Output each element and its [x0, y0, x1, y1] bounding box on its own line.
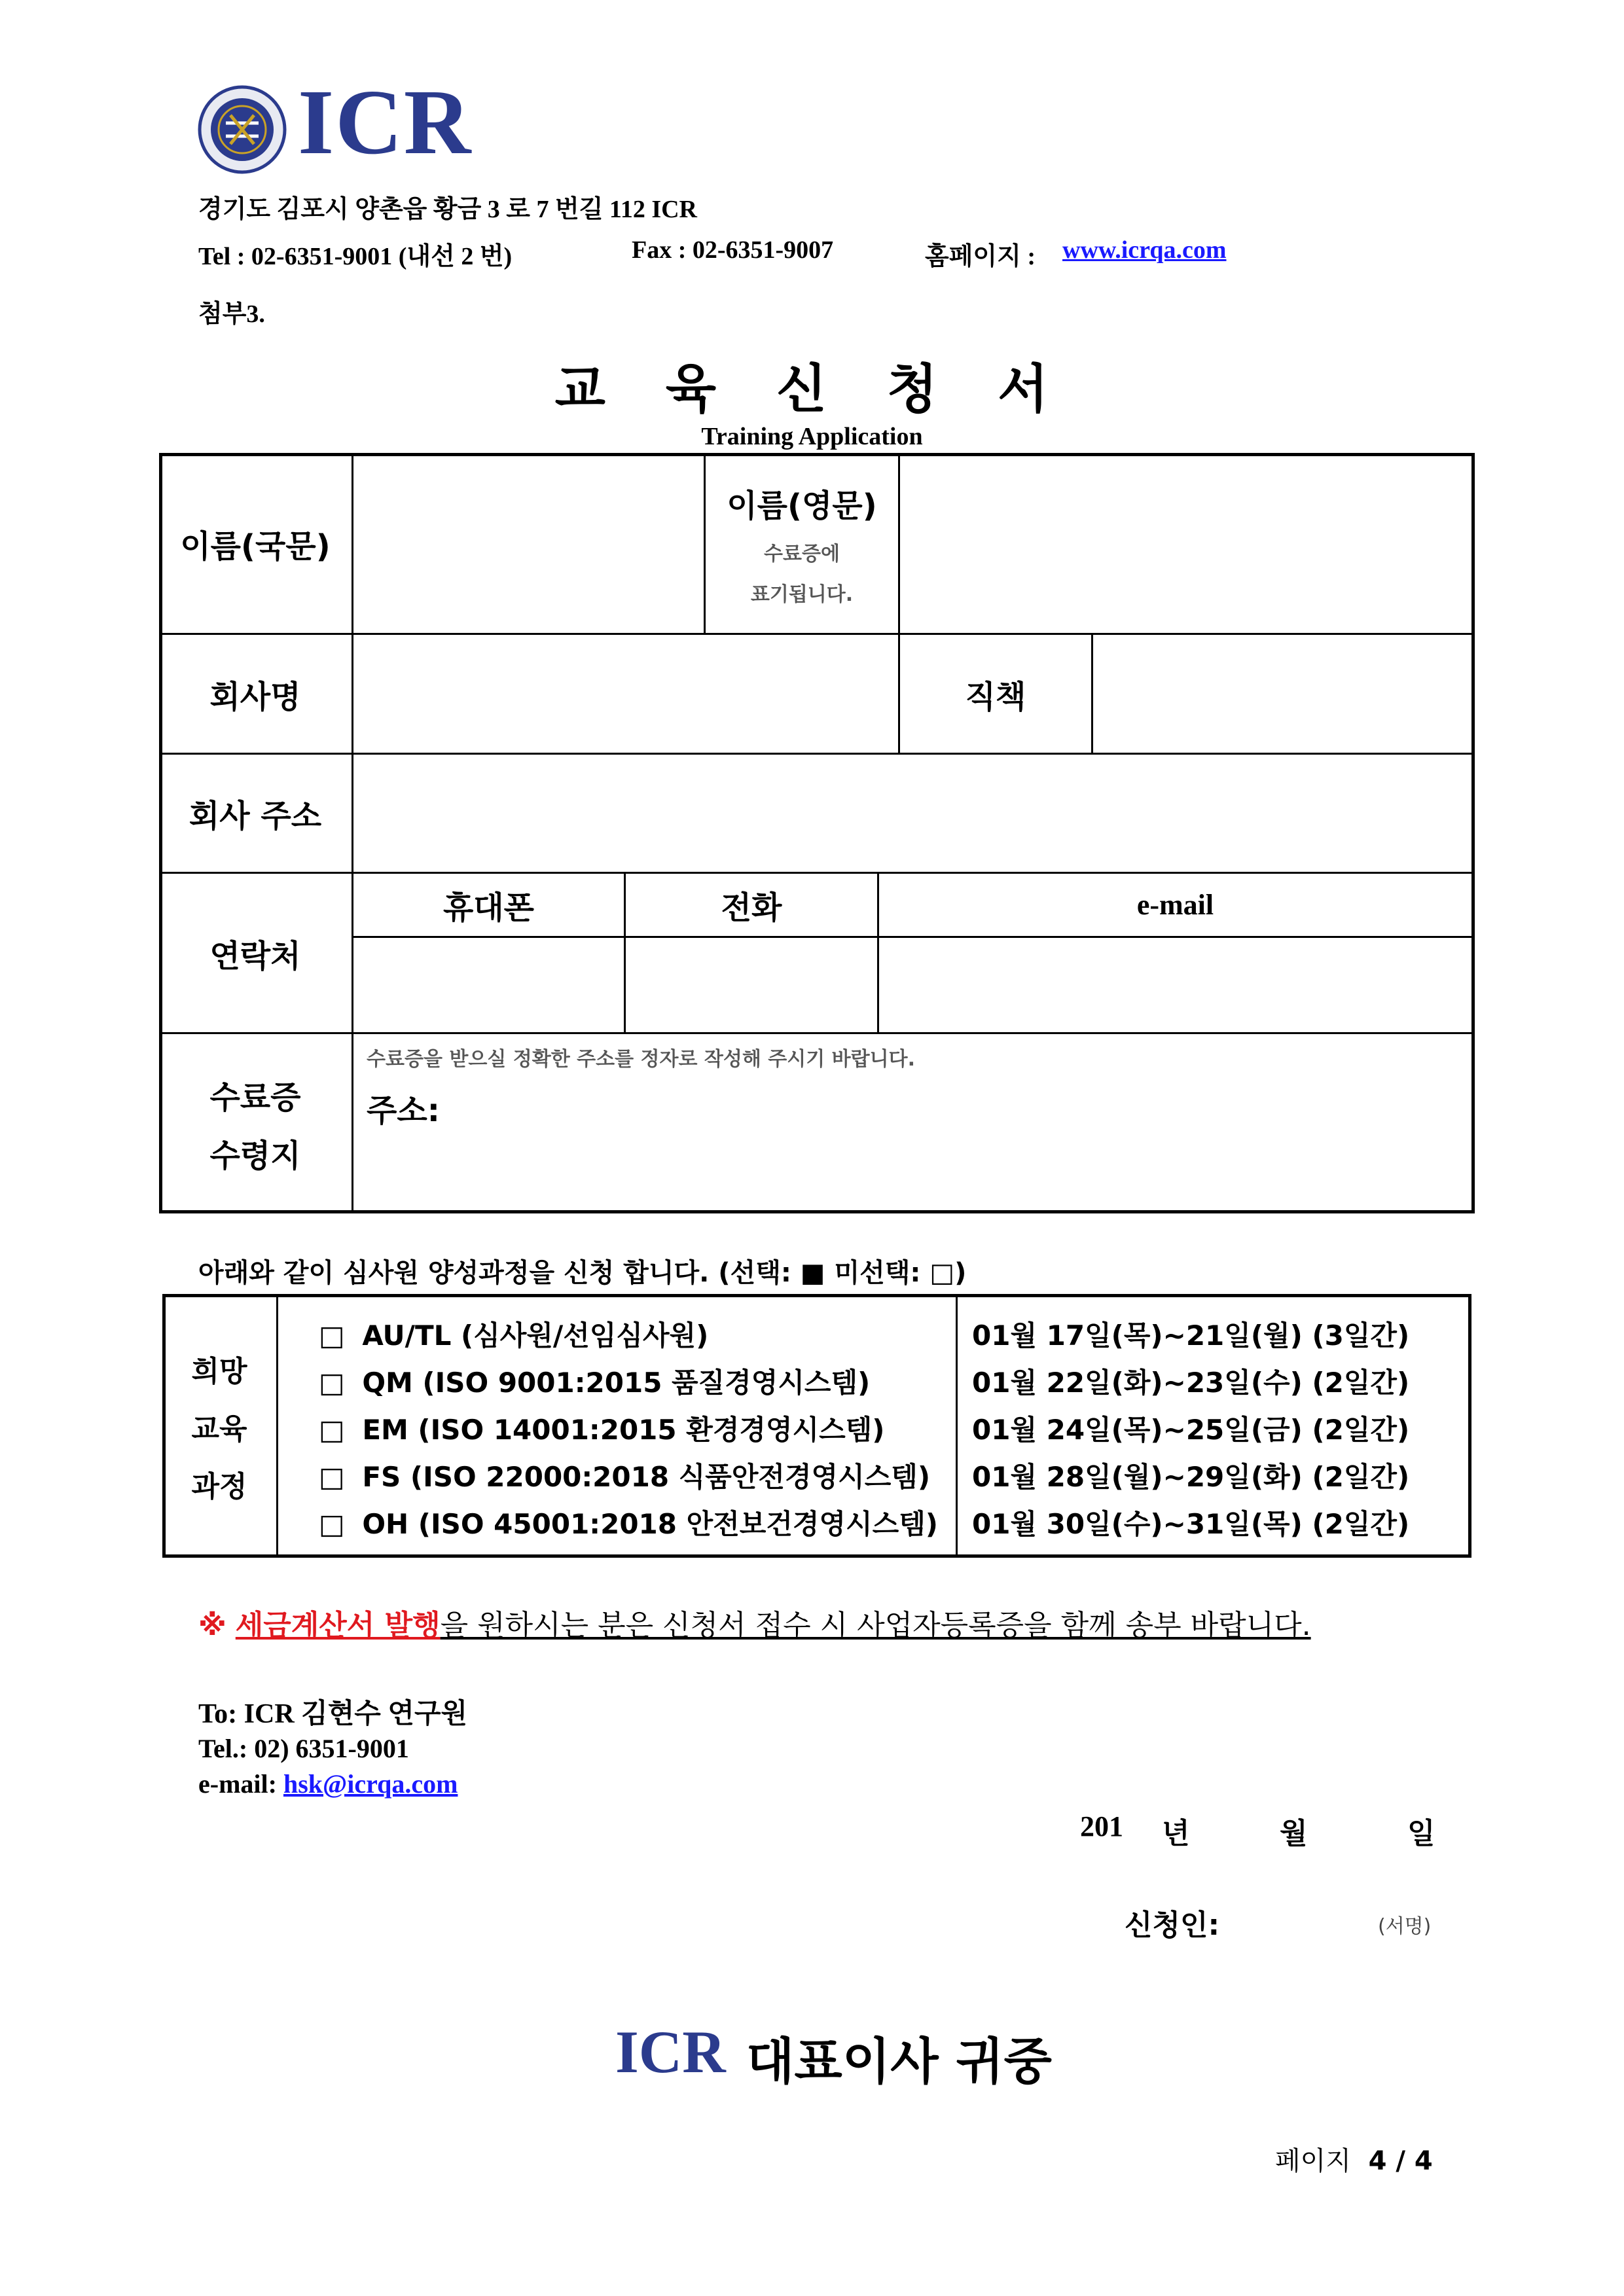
- homepage-label: 홈페이지 :: [925, 243, 1036, 270]
- course-item[interactable]: [319, 1456, 930, 1495]
- homepage-link[interactable]: www.icrqa.com: [1062, 236, 1227, 264]
- course-name: EM (ISO 14001:2015 환경경영시스템): [362, 1414, 885, 1446]
- course-label-3: 과정: [191, 1469, 247, 1503]
- mobile-field[interactable]: [353, 938, 624, 1032]
- cert-address-label: 주소:: [367, 1092, 440, 1129]
- course-item[interactable]: [319, 1503, 938, 1542]
- cert-label-1: 수료증: [209, 1079, 301, 1116]
- footer-logo: ICR: [615, 2018, 726, 2085]
- year-prefix: 201: [1080, 1810, 1123, 1842]
- page-title: 교 육 신 청 서: [554, 359, 1070, 420]
- course-checkbox[interactable]: □: [319, 1461, 345, 1493]
- cert-address-field[interactable]: [367, 1126, 1466, 1204]
- recipient-email-label: e-mail:: [198, 1769, 277, 1799]
- company-address: 경기도 김포시 양촌읍 황금 3 로 7 번길 112 ICR: [198, 196, 697, 223]
- course-date: 01월 30일(수)~31일(목) (2일간): [972, 1508, 1410, 1540]
- attachment-label: 첨부3.: [198, 300, 265, 328]
- name-en-hint-2: 표기됩니다.: [750, 583, 854, 606]
- course-date: 01월 24일(목)~25일(금) (2일간): [972, 1414, 1410, 1446]
- recipient-tel: Tel.: 02) 6351-9001: [198, 1734, 409, 1763]
- cert-label-cell: [159, 1034, 352, 1213]
- signature-label: (서명): [1378, 1915, 1432, 1938]
- homepage-link-wrap: [1062, 236, 1227, 264]
- course-date: 01월 22일(화)~23일(수) (2일간): [972, 1367, 1410, 1399]
- course-label-2: 교육: [191, 1412, 247, 1446]
- course-name: AU/TL (심사원/선임심사원): [362, 1319, 709, 1352]
- notice-highlight: 세금계산서 발행: [235, 1609, 441, 1642]
- company-address-field[interactable]: [353, 755, 1471, 872]
- recipient-line: To: ICR 김현수 연구원: [198, 1699, 468, 1729]
- course-label-cell: [162, 1294, 276, 1558]
- company-name-label: 회사명: [209, 678, 301, 715]
- company-name-field[interactable]: [353, 635, 898, 753]
- page-number: 4 / 4: [1368, 2146, 1433, 2176]
- course-checkbox[interactable]: □: [319, 1319, 345, 1352]
- cert-label-2: 수령지: [209, 1138, 301, 1174]
- date-line: [1080, 1810, 1440, 1849]
- contact-line: [198, 236, 1311, 275]
- course-date: 01월 17일(목)~21일(월) (3일간): [972, 1319, 1410, 1352]
- name-en-field[interactable]: [900, 456, 1471, 633]
- footer-text: 대표이사 귀중: [746, 2032, 1052, 2090]
- course-name: QM (ISO 9001:2015 품질경영시스템): [362, 1367, 871, 1399]
- course-item[interactable]: [319, 1408, 884, 1448]
- course-checkbox[interactable]: □: [319, 1508, 345, 1540]
- notice-text: 을 원하시는 분은 신청서 접수 시 사업자등록증을 함께 송부 바랍니다.: [440, 1609, 1311, 1642]
- icr-seal-icon: [196, 84, 295, 175]
- recipient-email-link[interactable]: hsk@icrqa.com: [283, 1769, 458, 1799]
- course-name: OH (ISO 45001:2018 안전보건경영시스템): [362, 1508, 938, 1540]
- mobile-label: 휴대폰: [442, 889, 535, 926]
- page-subtitle: Training Application: [701, 423, 923, 450]
- month-unit: 월: [1280, 1818, 1308, 1850]
- course-item[interactable]: [319, 1314, 708, 1354]
- position-label: 직책: [965, 678, 1026, 715]
- name-en-hint-1: 수료증에: [764, 543, 840, 565]
- tax-invoice-notice: [198, 1602, 1311, 1643]
- company-address-label: 회사 주소: [189, 798, 322, 834]
- logo-wordmark: ICR: [298, 70, 473, 173]
- recipient-email-line: [198, 1768, 458, 1799]
- position-field[interactable]: [1093, 635, 1471, 753]
- cert-hint: 수료증을 받으실 정확한 주소를 정자로 작성해 주시기 바랍니다.: [367, 1048, 915, 1071]
- day-unit: 일: [1407, 1818, 1435, 1850]
- course-date: 01월 28일(월)~29일(화) (2일간): [972, 1461, 1410, 1493]
- name-kr-field[interactable]: [353, 456, 704, 633]
- name-en-label-cell: [706, 453, 898, 634]
- course-item[interactable]: [319, 1361, 870, 1401]
- applicant-label: 신청인:: [1125, 1909, 1220, 1942]
- notice-mark: ※: [198, 1609, 226, 1642]
- course-name: FS (ISO 22000:2018 식품안전경영시스템): [362, 1461, 931, 1493]
- contact-label: 연락처: [209, 937, 301, 975]
- page-indicator: [1275, 2140, 1433, 2178]
- tel-text: Tel : 02-6351-9001 (내선 2 번): [198, 243, 513, 270]
- phone-label: 전화: [721, 889, 782, 926]
- apply-statement: 아래와 같이 심사원 양성과정을 신청 합니다. (선택: ■ 미선택: □): [198, 1258, 967, 1288]
- name-en-label: 이름(영문): [727, 488, 877, 524]
- course-checkbox[interactable]: □: [319, 1414, 345, 1446]
- course-checkbox[interactable]: □: [319, 1367, 345, 1399]
- email-label: e-mail: [1136, 889, 1214, 921]
- course-label-1: 희망: [191, 1354, 247, 1388]
- phone-field[interactable]: [626, 938, 877, 1032]
- fax-text: Fax : 02-6351-9007: [632, 236, 834, 264]
- email-field[interactable]: [879, 938, 1471, 1032]
- year-unit: 년: [1162, 1818, 1190, 1850]
- name-kr-label: 이름(국문): [180, 528, 331, 565]
- page-label: 페이지: [1275, 2146, 1351, 2176]
- footer-addressee: [615, 2019, 1204, 2091]
